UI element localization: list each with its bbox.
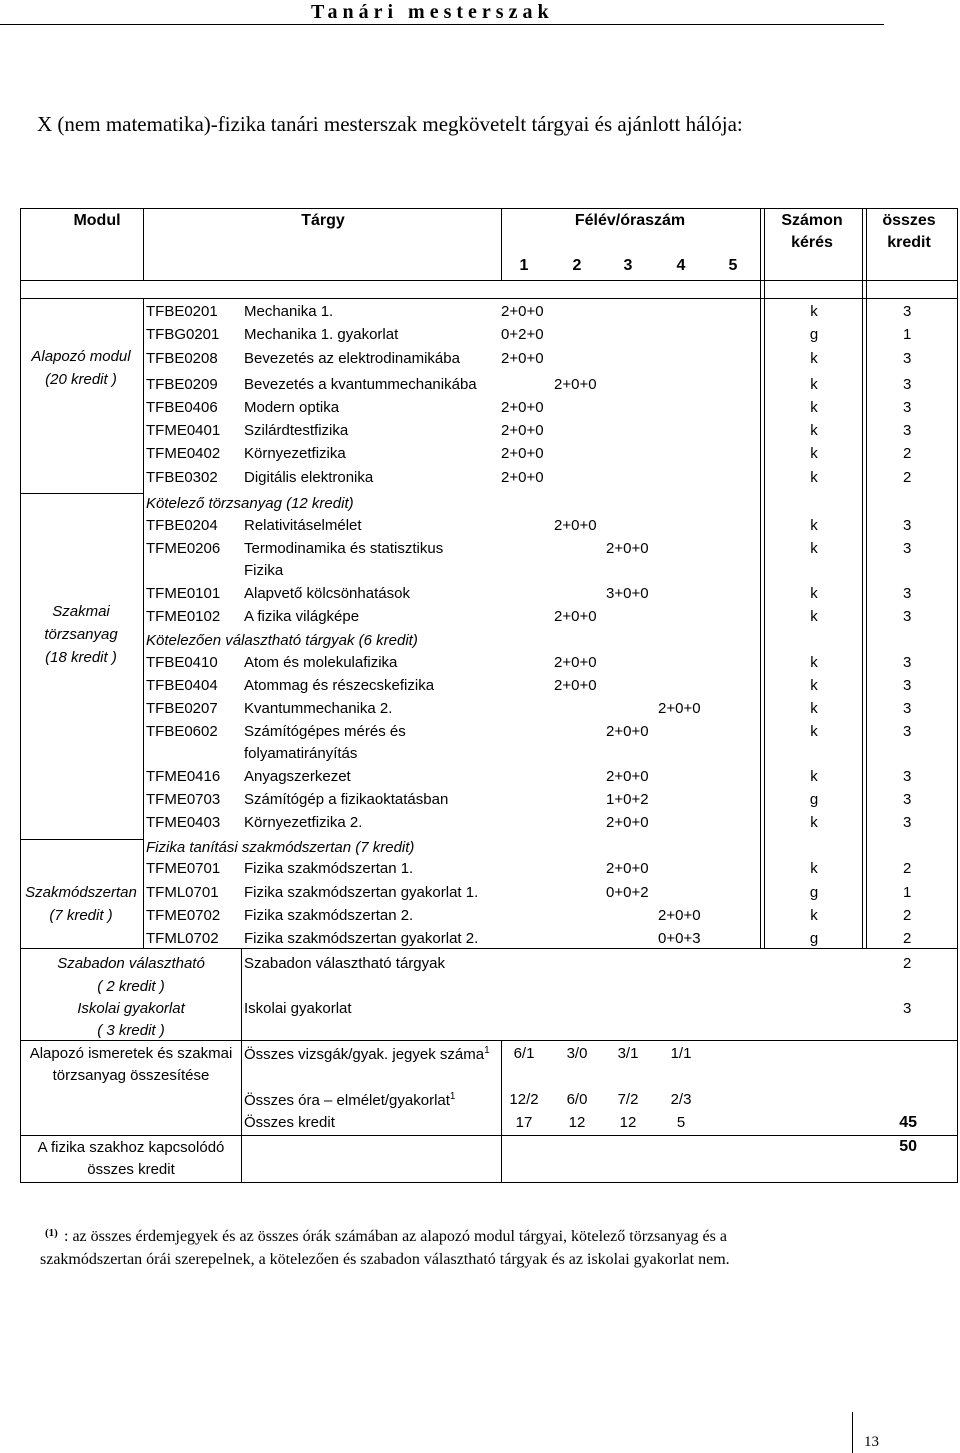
- course-credit: 2: [903, 445, 912, 462]
- course-hours: 2+0+0: [501, 445, 544, 462]
- course-exam-type: k: [810, 814, 818, 831]
- module-osszesites-line2: törzsanyag összesítése: [52, 1067, 210, 1084]
- course-name: Környezetfizika: [244, 445, 346, 462]
- course-hours: 1+0+2: [606, 791, 649, 808]
- summary-vizsga-sem1: 6/1: [513, 1045, 535, 1062]
- course-credit: 3: [903, 585, 912, 602]
- summary-kredit-sem3: 12: [619, 1114, 637, 1131]
- course-code: TFBE0410: [146, 654, 218, 671]
- summary-kredit-sem2: 12: [568, 1114, 586, 1131]
- course-name: Kvantummechanika 2.: [244, 700, 393, 717]
- course-credit: 3: [903, 303, 912, 320]
- course-code: TFME0403: [146, 814, 221, 831]
- course-name: Környezetfizika 2.: [244, 814, 363, 831]
- course-exam-type: k: [810, 540, 818, 557]
- summary-ora-label: Összes óra – elmélet/gyakorlat$^1$: [244, 1091, 456, 1109]
- course-hours: 2+0+0: [606, 814, 649, 831]
- course-credit: 3: [903, 723, 912, 740]
- course-hours: 2+0+0: [606, 540, 649, 557]
- course-credit: 3: [903, 608, 912, 625]
- course-credit: 3: [903, 350, 912, 367]
- course-name: Modern optika: [244, 399, 340, 416]
- col-header-szamon-line1: Számon: [781, 212, 843, 229]
- footnote-mark: (1): [45, 1227, 58, 1239]
- summary-kredit-sem4: 5: [676, 1114, 686, 1131]
- course-hours: 2+0+0: [501, 350, 544, 367]
- course-name: Fizika szakmódszertan 2.: [244, 907, 414, 924]
- course-credit: 3: [903, 540, 912, 557]
- semester-header-1: 1: [519, 257, 529, 274]
- course-exam-type: k: [810, 654, 818, 671]
- subhead-tanitasi: Fizika tanítási szakmódszertan (7 kredit): [146, 839, 415, 856]
- course-exam-type: k: [810, 608, 818, 625]
- course-name: Fizika szakmódszertan gyakorlat 1.: [244, 884, 479, 901]
- course-name: Mechanika 1.: [244, 303, 334, 320]
- semester-header-5: 5: [728, 257, 738, 274]
- course-name-line2: folyamatirányítás: [244, 745, 358, 762]
- course-exam-type: k: [810, 469, 818, 486]
- course-code: TFBE0404: [146, 677, 218, 694]
- course-credit: 3: [903, 399, 912, 416]
- course-exam-type: g: [809, 326, 819, 343]
- course-name: Számítógép a fizikaoktatásban: [244, 791, 449, 808]
- course-credit: 3: [903, 791, 912, 808]
- summary-vizsga-sem4: 1/1: [670, 1045, 692, 1062]
- course-code: TFBE0208: [146, 350, 218, 367]
- col-header-modul: Modul: [73, 212, 121, 229]
- course-code: TFBE0204: [146, 517, 218, 534]
- course-credit: 2: [903, 860, 912, 877]
- footnote-line1: : az összes érdemjegyek és az összes órák számában az alapozó modul tárgyai, kötelező törzsanyag és a: [64, 1228, 727, 1245]
- summary-ora-sem4: 2/3: [670, 1091, 692, 1108]
- course-code: TFML0701: [146, 884, 219, 901]
- summary-kredit-total: 45: [899, 1114, 917, 1131]
- col-header-targy: Tárgy: [301, 212, 345, 229]
- course-name: Relativitáselmélet: [244, 517, 362, 534]
- course-credit: 3: [903, 654, 912, 671]
- course-code: TFME0401: [146, 422, 221, 439]
- col-header-osszes-line1: összes: [882, 212, 936, 229]
- course-exam-type: g: [809, 791, 819, 808]
- course-exam-type: k: [810, 517, 818, 534]
- page-title: X (nem matematika)-fizika tanári mesterszak megkövetelt tárgyai és ajánlott hálója:: [37, 112, 743, 136]
- course-credit: 3: [903, 677, 912, 694]
- course-name-line2: Fizika: [244, 562, 284, 579]
- course-credit: 3: [903, 768, 912, 785]
- course-name: Mechanika 1. gyakorlat: [244, 326, 399, 343]
- course-exam-type: g: [809, 930, 819, 947]
- course-exam-type: k: [810, 860, 818, 877]
- course-hours: 0+0+2: [606, 884, 649, 901]
- module-szakmai-line1: Szakmai: [52, 603, 110, 620]
- summary-vizsga-sem3: 3/1: [617, 1045, 639, 1062]
- course-hours: 0+2+0: [501, 326, 544, 343]
- summary-kredit-label: Összes kredit: [244, 1114, 335, 1131]
- course-credit: 3: [903, 814, 912, 831]
- course-credit: 1: [903, 326, 912, 343]
- semester-header-4: 4: [676, 257, 686, 274]
- course-exam-type: k: [810, 399, 818, 416]
- course-credit: 3: [903, 376, 912, 393]
- course-exam-type: k: [810, 303, 818, 320]
- course-exam-type: k: [810, 700, 818, 717]
- course-code: TFBE0201: [146, 303, 218, 320]
- szabadon-targy: Szabadon választható tárgyak: [244, 955, 445, 972]
- course-hours: 2+0+0: [606, 768, 649, 785]
- course-name: Számítógépes mérés és: [244, 723, 406, 740]
- course-name: Fizika szakmódszertan gyakorlat 2.: [244, 930, 479, 947]
- page-number-rule: [852, 1412, 853, 1453]
- subhead-valaszthato: Kötelezően választható tárgyak (6 kredit): [146, 632, 418, 649]
- course-code: TFBG0201: [146, 326, 220, 343]
- module-szakmodszertan-line1: Szakmódszertan: [25, 884, 137, 901]
- course-code: TFBE0209: [146, 376, 218, 393]
- course-code: TFML0702: [146, 930, 219, 947]
- course-credit: 2: [903, 469, 912, 486]
- header-rule: [0, 24, 884, 25]
- course-name: Szilárdtestfizika: [244, 422, 349, 439]
- course-hours: 2+0+0: [554, 608, 597, 625]
- course-name: Bevezetés a kvantummechanikába: [244, 376, 477, 393]
- module-osszesites-line1: Alapozó ismeretek és szakmai: [29, 1045, 233, 1062]
- module-alapozo-line1: Alapozó modul: [31, 348, 131, 365]
- course-hours: 2+0+0: [554, 517, 597, 534]
- course-hours: 2+0+0: [554, 654, 597, 671]
- course-credit: 2: [903, 907, 912, 924]
- course-code: TFME0102: [146, 608, 221, 625]
- summary-vizsga-sem2: 3/0: [566, 1045, 588, 1062]
- course-hours: 0+0+3: [658, 930, 701, 947]
- course-hours: 2+0+0: [658, 907, 701, 924]
- course-name: Atom és molekulafizika: [244, 654, 398, 671]
- course-code: TFME0101: [146, 585, 221, 602]
- course-code: TFME0702: [146, 907, 221, 924]
- iskolai-targy: Iskolai gyakorlat: [244, 1000, 352, 1017]
- course-hours: 2+0+0: [606, 723, 649, 740]
- kapcsolodo-total: 50: [899, 1138, 917, 1155]
- course-name: A fizika világképe: [244, 608, 360, 625]
- course-hours: 2+0+0: [554, 376, 597, 393]
- course-exam-type: k: [810, 376, 818, 393]
- course-code: TFBE0302: [146, 469, 218, 486]
- course-code: TFME0703: [146, 791, 221, 808]
- course-hours: 2+0+0: [606, 860, 649, 877]
- footnote-line2: szakmódszertan órái szerepelnek, a kötelezően és szabadon választható tárgyak és az iskolai gyakorlat nem.: [40, 1251, 730, 1268]
- semester-header-3: 3: [623, 257, 633, 274]
- course-code: TFME0416: [146, 768, 221, 785]
- semester-header-2: 2: [572, 257, 582, 274]
- module-kapcsolodo-line1: A fizika szakhoz kapcsolódó: [37, 1139, 225, 1156]
- course-hours: 2+0+0: [658, 700, 701, 717]
- col-header-szamon-line2: kérés: [791, 234, 833, 251]
- course-exam-type: k: [810, 907, 818, 924]
- course-name: Alapvető kölcsönhatások: [244, 585, 410, 602]
- course-name: Termodinamika és statisztikus: [244, 540, 444, 557]
- col-header-osszes-line2: kredit: [887, 234, 931, 251]
- summary-ora-sem3: 7/2: [617, 1091, 639, 1108]
- module-szabadon-line2: ( 2 kredit ): [97, 978, 165, 995]
- course-credit: 3: [903, 422, 912, 439]
- course-name: Fizika szakmódszertan 1.: [244, 860, 414, 877]
- course-exam-type: k: [810, 422, 818, 439]
- course-exam-type: k: [810, 768, 818, 785]
- summary-ora-sem1: 12/2: [509, 1091, 539, 1108]
- course-exam-type: k: [810, 677, 818, 694]
- course-exam-type: k: [810, 723, 818, 740]
- szabadon-kredit: 2: [903, 955, 912, 972]
- course-credit: 3: [903, 700, 912, 717]
- module-szabadon-line1: Szabadon választható: [57, 955, 205, 972]
- course-name: Anyagszerkezet: [244, 768, 351, 785]
- course-hours: 2+0+0: [501, 469, 544, 486]
- course-exam-type: g: [809, 884, 819, 901]
- course-hours: 2+0+0: [501, 399, 544, 416]
- course-hours: 2+0+0: [501, 422, 544, 439]
- course-hours: 2+0+0: [554, 677, 597, 694]
- course-name: Atommag és részecskefizika: [244, 677, 435, 694]
- course-credit: 1: [903, 884, 912, 901]
- course-name: Bevezetés az elektrodinamikába: [244, 350, 460, 367]
- module-iskolai-line2: ( 3 kredit ): [97, 1022, 165, 1039]
- course-code: TFME0206: [146, 540, 221, 557]
- module-alapozo-line2: (20 kredit ): [45, 371, 117, 388]
- summary-kredit-sem1: 17: [515, 1114, 533, 1131]
- module-szakmodszertan-line2: (7 kredit ): [49, 907, 113, 924]
- running-header: Tanári mesterszak: [311, 1, 554, 23]
- module-szakmai-line3: (18 kredit ): [45, 649, 117, 666]
- course-code: TFBE0207: [146, 700, 218, 717]
- summary-vizsga-label: Összes vizsgák/gyak. jegyek száma$^1$: [244, 1045, 490, 1063]
- course-hours: 3+0+0: [606, 585, 649, 602]
- course-code: TFME0701: [146, 860, 221, 877]
- col-header-felev: Félév/óraszám: [574, 212, 686, 229]
- course-code: TFBE0602: [146, 723, 218, 740]
- summary-ora-sem2: 6/0: [566, 1091, 588, 1108]
- course-exam-type: k: [810, 350, 818, 367]
- module-iskolai-line1: Iskolai gyakorlat: [77, 1000, 185, 1017]
- course-credit: 2: [903, 930, 912, 947]
- course-hours: 2+0+0: [501, 303, 544, 320]
- subhead-kotelezo: Kötelező törzsanyag (12 kredit): [146, 495, 354, 512]
- course-credit: 3: [903, 517, 912, 534]
- course-code: TFME0402: [146, 445, 221, 462]
- course-exam-type: k: [810, 585, 818, 602]
- course-name: Digitális elektronika: [244, 469, 374, 486]
- module-szakmai-line2: törzsanyag: [44, 626, 118, 643]
- course-exam-type: k: [810, 445, 818, 462]
- iskolai-kredit: 3: [903, 1000, 912, 1017]
- module-kapcsolodo-line2: összes kredit: [87, 1161, 175, 1178]
- page-number: 13: [864, 1434, 879, 1450]
- course-code: TFBE0406: [146, 399, 218, 416]
